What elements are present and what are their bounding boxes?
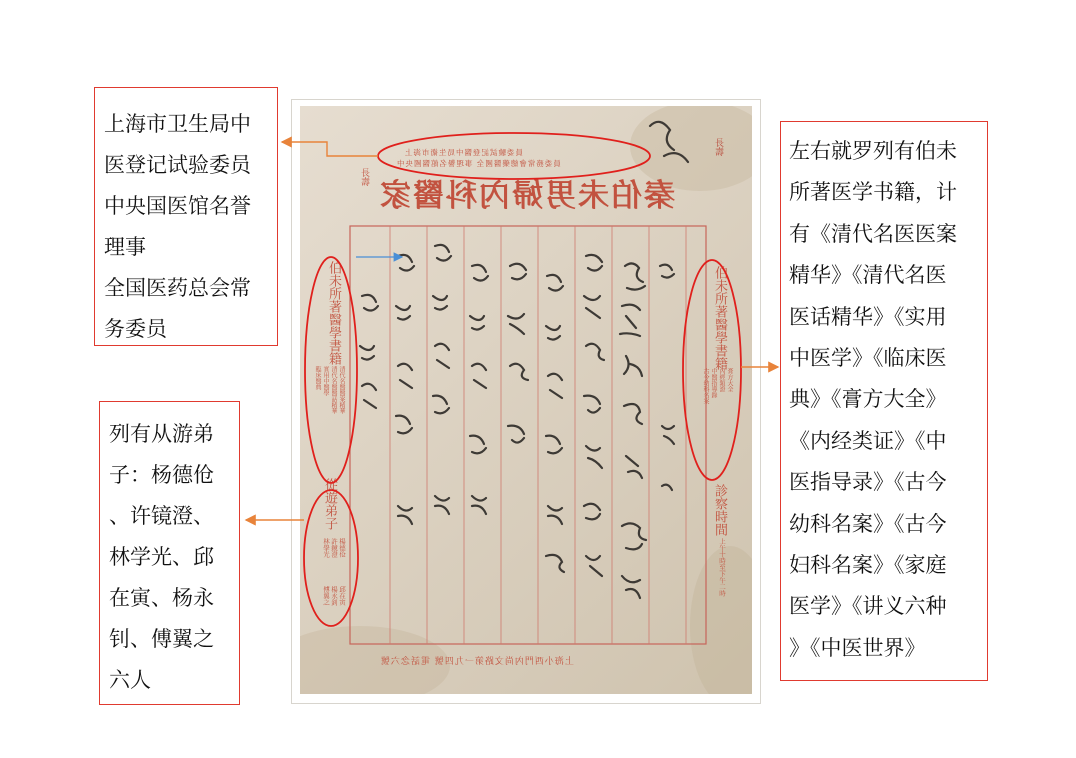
annotation-line: 有《清代名医医案 (789, 221, 957, 246)
annotation-line: 、许镜澄、 (109, 504, 214, 528)
annotation-line: 子：杨德伧 (109, 463, 214, 487)
annotation-line: 列有从游弟 (109, 422, 214, 446)
letterhead-side-mark: 長壽 (359, 168, 369, 186)
disciple-name: 傅翼之 (322, 586, 330, 606)
left-book-title: 臨床醫典 (314, 366, 321, 390)
right-books-heading: 伯未所著醫學書籍 (712, 266, 727, 370)
annotation-line: 》《中医世界》 (789, 635, 926, 660)
annotation-line: 六人 (109, 668, 151, 692)
hours-heading: 診察時間 (712, 484, 727, 536)
annotation-line: 精华》《清代名医 (789, 263, 947, 288)
left-book-title: 清代名醫醫話精華 (330, 366, 337, 414)
annotation-line: 在寅、杨永 (109, 586, 214, 610)
annotation-line: 所著医学书籍，计 (789, 180, 957, 205)
annotation-line: 《内经类证》《中 (789, 428, 947, 453)
hours-text: 上午十時至下午二時 (718, 538, 726, 597)
left-books-heading: 伯未所著醫學書籍 (326, 261, 341, 365)
annotation-line: 医登记试验委员 (104, 153, 251, 177)
right-book-title: 膏方大全 (726, 368, 733, 392)
annotation-line: 理事 (104, 235, 146, 259)
letterhead-title: 秦伯未男婦內科醫家 (378, 178, 675, 214)
right-book-title: 中醫指導錄 (710, 368, 717, 398)
disciple-name: 林學光 (322, 538, 330, 558)
prescription-letterhead (300, 106, 752, 694)
disciple-name: 楊永釗 (330, 586, 338, 606)
annotation-line: 典》《膏方大全》 (789, 387, 947, 412)
annotation-line: 左右就罗列有伯未 (789, 139, 957, 163)
disciple-name: 許鏡澄 (330, 538, 338, 558)
annotation-box-credentials (94, 87, 278, 346)
corner-stamp: 長壽 (713, 138, 723, 156)
disciple-name: 邱在寅 (338, 586, 346, 606)
disciples-heading: 從遊弟子 (322, 478, 337, 530)
annotation-line: 医话精华》《实用 (789, 304, 947, 329)
annotation-line: 妇科名案》《家庭 (789, 553, 947, 578)
annotation-line: 医指导录》《古今 (789, 470, 947, 495)
annotation-line: 中医学》《临床医 (789, 346, 947, 371)
annotation-line: 林学光、邱 (109, 545, 214, 569)
annotation-line: 上海市卫生局中 (104, 112, 251, 136)
left-book-title: 實用中醫學 (322, 366, 329, 396)
annotation-line: 务委员 (104, 317, 167, 341)
annotation-line: 医学》《讲义六种 (789, 594, 947, 619)
annotation-line: 钊、傅翼之 (109, 627, 214, 651)
right-book-title: 古今幼科名案 (702, 368, 709, 404)
left-book-title: 清代名醫醫案精華 (338, 366, 345, 414)
right-book-title: 內經類證 (718, 368, 725, 392)
annotation-line: 全国医药总会常 (104, 276, 251, 300)
annotation-box-books (780, 121, 988, 681)
annotation-box-disciples (99, 401, 240, 705)
letterhead-address: 上海小西門內尚文路第一九四號 電話念六號 (380, 657, 574, 667)
disciple-name: 楊德伧 (338, 538, 346, 558)
letterhead-credentials-bottom: 員委務常會總藥醫國全 事理譽名館醫國央中 (396, 159, 561, 168)
annotation-line: 幼科名案》《古今 (789, 511, 947, 536)
letterhead-credentials-top: 員委驗試記登醫中局生衛市海上 (404, 148, 523, 157)
annotation-line: 中央国医馆名誉 (104, 194, 251, 218)
